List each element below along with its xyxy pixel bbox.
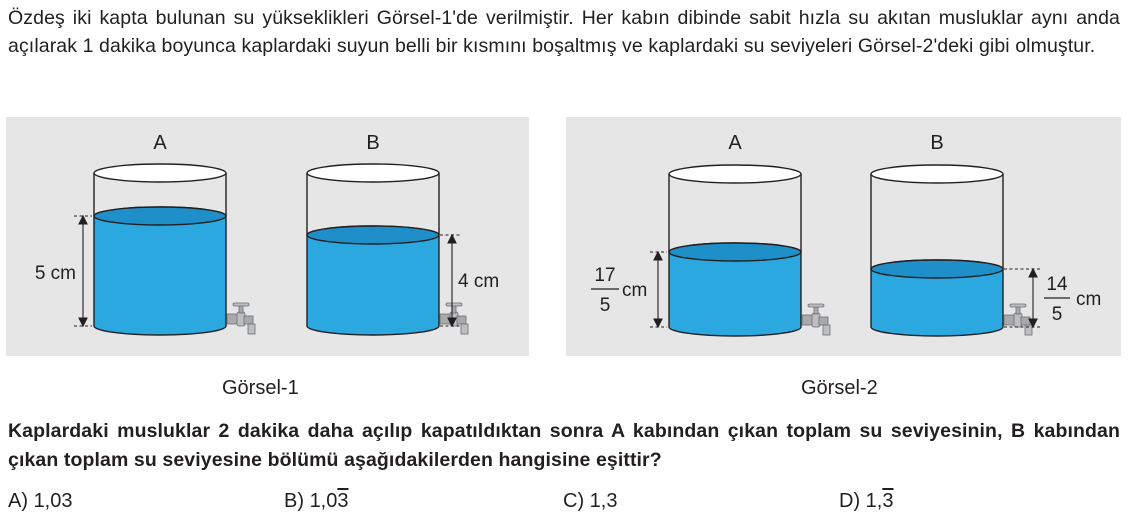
height-dimension-a (650, 252, 667, 327)
figure-2-diagram (566, 117, 1121, 356)
container-a-label: A (728, 132, 742, 154)
tap-icon (227, 303, 255, 334)
option-letter: D) (839, 490, 861, 512)
figure-1-panel (6, 117, 529, 356)
container-b-label: B (930, 132, 944, 154)
unit-label: cm (622, 280, 648, 301)
tap-icon (1004, 304, 1032, 335)
option-d[interactable] (839, 490, 893, 513)
tap-icon (802, 304, 830, 335)
intro-paragraph (8, 4, 1120, 60)
figure-1-caption: Görsel-1 (222, 377, 299, 399)
container-b (871, 132, 1101, 336)
fraction-denominator: 5 (599, 295, 611, 316)
option-a[interactable] (8, 490, 73, 513)
option-letter: B) (284, 490, 304, 512)
height-label-a: 5 cm (34, 263, 76, 284)
option-value: 1,03 (309, 490, 349, 512)
fraction-numerator: 17 (594, 265, 616, 286)
fraction-numerator: 14 (1046, 274, 1068, 295)
option-c[interactable] (563, 490, 617, 513)
height-label-b (1044, 274, 1101, 325)
figure-2-panel (566, 117, 1121, 356)
option-letter: C) (563, 490, 585, 512)
repeating-digit: 3 (882, 490, 894, 512)
option-value: 1,3 (865, 490, 894, 512)
option-value: 1,3 (589, 490, 618, 512)
unit-label: cm (1076, 289, 1102, 310)
option-value: 1,03 (33, 490, 73, 512)
height-label-a (591, 265, 647, 316)
container-a (35, 132, 255, 335)
fraction-denominator: 5 (1051, 304, 1063, 325)
option-letter: A) (8, 490, 28, 512)
intro-text: Özdeş iki kapta bulunan su yükseklikleri Görsel-1'de verilmiştir. Her kabın dibinde sabit hızla su akıtan musluklar aynı anda açılarak 1 dakika boyunca kaplardaki suyun belli bir kısmını boşaltmış ve kaplardaki su seviyeleri Görsel-2'deki gibi olmuştur. (8, 7, 1120, 57)
figure-1-diagram (6, 117, 529, 356)
figure-2-caption: Görsel-2 (801, 377, 878, 399)
container-b-label: B (366, 132, 380, 154)
height-dimension-a (74, 216, 92, 326)
question-paragraph (8, 417, 1120, 475)
container-a (591, 132, 830, 336)
height-label-b: 4 cm (458, 271, 500, 292)
repeating-digit: 3 (337, 490, 349, 512)
question-text: Kaplardaki musluklar 2 dakika daha açılıp kapatıldıktan sonra A kabından çıkan toplam su seviyesinin, B kabından çıkan toplam su seviyesine bölümü aşağıdakilerden hangisine eşittir? (8, 420, 1120, 471)
container-a-label: A (153, 132, 167, 154)
option-b[interactable] (284, 490, 349, 513)
container-b (307, 132, 499, 335)
